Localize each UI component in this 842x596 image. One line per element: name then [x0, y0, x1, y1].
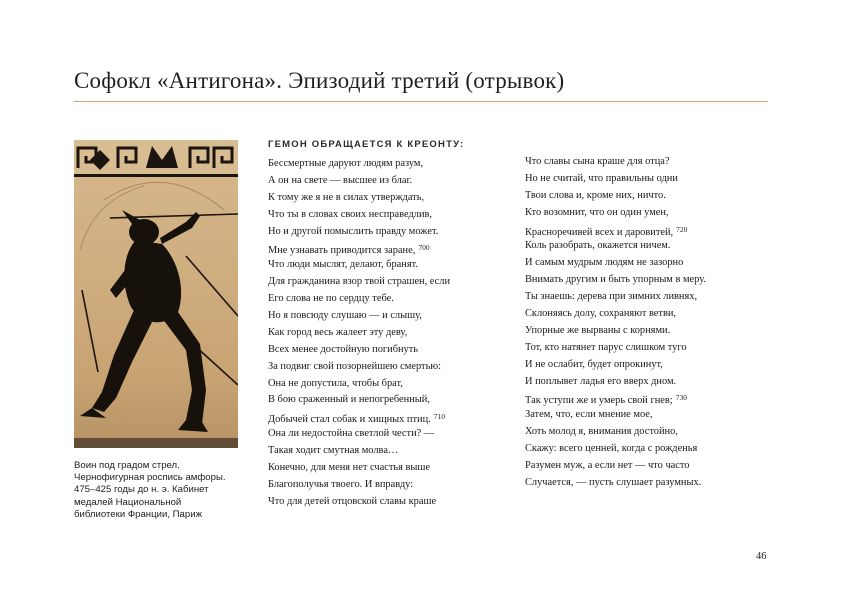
verse-text: Случается, — пусть слушает разумных.: [525, 476, 702, 488]
verse-line: [525, 357, 706, 374]
verse-text: И не ослабит, будет опрокинут,: [525, 358, 663, 370]
verse-line: [525, 340, 706, 357]
verse-text: В бою сраженный и непогребенный,: [268, 394, 430, 406]
verse-text: Красноречивей всех и даровитей,: [525, 226, 674, 238]
verse-text: Что ты в словах своих несправедлив,: [268, 208, 433, 220]
verse-line: [268, 173, 450, 190]
verse-line: [268, 207, 450, 224]
verse-line: [268, 376, 450, 393]
caption-line: библиотеки Франции, Париж: [74, 508, 202, 520]
verse-line: [525, 441, 706, 458]
verse-text: Тот, кто натянет парус слишком туго: [525, 341, 687, 353]
verse-text: Хоть молод я, внимания достойно,: [525, 426, 678, 438]
page-title: Софокл «Антигона». Эпизодий третий (отрывок): [74, 68, 565, 93]
caption-line: медалей Национальной: [74, 496, 182, 508]
verse-text: Как город весь жалеет эту деву,: [268, 326, 408, 338]
caption-line: Воин под градом стрел.: [74, 460, 180, 471]
verse-line: [525, 458, 706, 475]
verse-text: Затем, что, если мнение мое,: [525, 409, 653, 421]
verse-text: А он на свете — высшее из благ.: [268, 174, 413, 186]
verse-text: Ты знаешь: дерева при зимних ливнях,: [525, 291, 698, 303]
verse-line: [268, 240, 450, 257]
verse-text: Добычей стал собак и хищных птиц.: [268, 414, 431, 426]
verse-text: Но и другой помыслить правду может.: [268, 225, 439, 237]
verse-line: [525, 374, 706, 391]
verse-text: Твои слова и, кроме них, ничто.: [525, 189, 666, 201]
caption-line: 475–425 годы до н. э. Кабинет: [74, 484, 209, 496]
line-number: 730: [675, 393, 687, 403]
verse-text: Она не допустила, чтобы брат,: [268, 377, 403, 389]
verse-text: Мне узнавать приводится заране,: [268, 245, 416, 257]
verse-column-2: [525, 154, 706, 492]
verse-text: Но не считай, что правильны одни: [525, 172, 678, 184]
verse-text: Так уступи же и умерь свой гнев;: [525, 395, 673, 407]
verse-text: И самым мудрым людям не зазорно: [525, 257, 684, 269]
verse-line: [525, 390, 706, 407]
verse-text: Что для детей отцовской славы краше: [268, 495, 437, 507]
verse-line: [525, 272, 706, 289]
verse-line: [525, 171, 706, 188]
verse-text: И поплывет ладья его вверх дном.: [525, 375, 677, 387]
verse-line: [525, 205, 706, 222]
verse-line: [268, 409, 450, 426]
verse-line: [525, 323, 706, 340]
verse-text: Но я повсюду слушаю — и слышу,: [268, 310, 422, 322]
verse-line: [525, 255, 706, 272]
verse-text: Что славы сына краше для отца?: [525, 156, 670, 167]
verse-text: Коль разобрать, окажется ничем.: [525, 240, 671, 252]
verse-line: [268, 156, 450, 173]
verse-line: [268, 325, 450, 342]
title-divider: [74, 101, 768, 102]
verse-text: Всех менее достойную погибнуть: [268, 343, 419, 355]
speaker-heading: ГЕМОН ОБРАЩАЕТСЯ К КРЕОНТУ:: [268, 139, 465, 150]
verse-text: Его слова не по сердцу тебе.: [268, 293, 394, 305]
verse-text: Бессмертные даруют людям разум,: [268, 158, 424, 169]
verse-line: [268, 460, 450, 477]
verse-text: Внимать другим и быть упорным в меру.: [525, 274, 706, 286]
verse-line: [268, 359, 450, 376]
verse-text: Разумен муж, а если нет — что часто: [525, 460, 690, 472]
verse-text: Что люди мыслят, делают, бранят.: [268, 259, 418, 271]
verse-text: Благополучья твоего. И вправду:: [268, 478, 414, 490]
verse-line: [525, 238, 706, 255]
verse-text: Такая ходит смутная молва…: [268, 445, 399, 457]
verse-column-1: [268, 156, 450, 511]
verse-line: [525, 222, 706, 239]
verse-line: [268, 443, 450, 460]
verse-line: [525, 306, 706, 323]
verse-line: [525, 289, 706, 306]
line-number: 720: [676, 224, 688, 234]
verse-text: Склоняясь долу, сохраняют ветви,: [525, 308, 677, 320]
verse-line: [268, 291, 450, 308]
verse-line: [268, 190, 450, 207]
verse-line: [525, 424, 706, 441]
verse-line: [268, 426, 450, 443]
verse-line: [268, 392, 450, 409]
verse-text: За подвиг свой позорнейшею смертью:: [268, 360, 441, 372]
amphora-warrior-image: [74, 140, 238, 448]
verse-line: [268, 477, 450, 494]
line-number: 700: [418, 243, 430, 253]
verse-line: [525, 475, 706, 492]
verse-line: [268, 308, 450, 325]
verse-text: Упорные же вырваны с корнями.: [525, 324, 671, 336]
verse-line: [268, 224, 450, 241]
verse-text: Конечно, для меня нет счастья выше: [268, 462, 430, 474]
verse-text: Для гражданина взор твой страшен, если: [268, 276, 451, 288]
verse-line: [268, 274, 450, 291]
verse-line: [525, 154, 706, 171]
caption-line: Чернофигурная роспись амфоры.: [74, 472, 226, 484]
verse-text: Она ли недостойна светлой чести? —: [268, 428, 435, 440]
line-number: 710: [433, 412, 445, 422]
page-number: 46: [756, 551, 767, 562]
figure-caption: [74, 460, 244, 521]
verse-line: [268, 257, 450, 274]
verse-text: Кто возомнит, что он один умен,: [525, 206, 669, 218]
verse-text: Скажу: всего ценней, когда с рожденья: [525, 443, 698, 455]
verse-text: К тому же я не в силах утверждать,: [268, 191, 425, 203]
verse-line: [268, 342, 450, 359]
verse-line: [525, 188, 706, 205]
verse-line: [268, 494, 450, 511]
verse-line: [525, 407, 706, 424]
